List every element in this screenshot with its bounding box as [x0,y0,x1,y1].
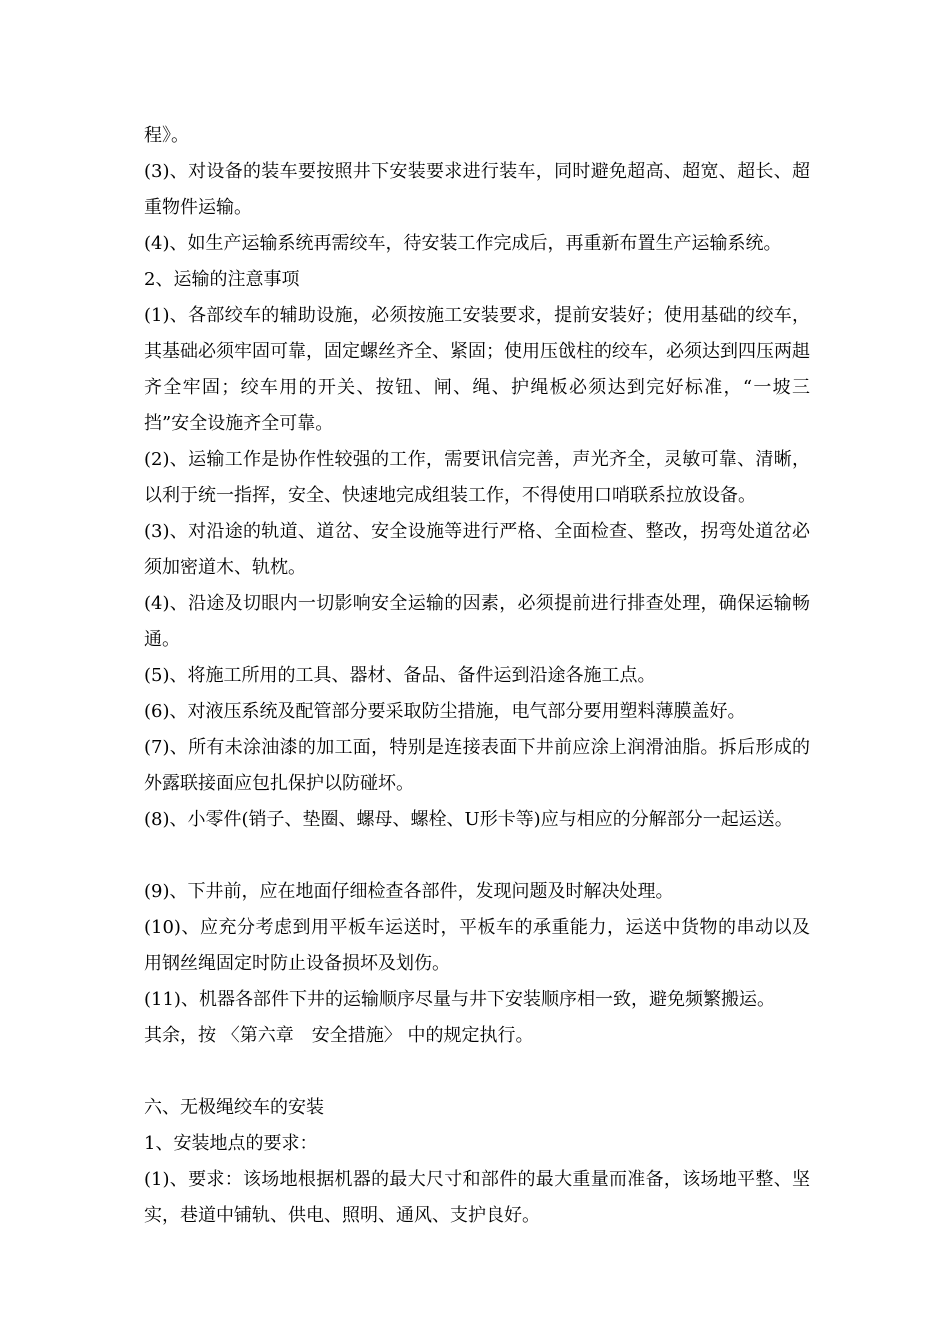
paragraph: (9)、下井前，应在地面仔细检查各部件，发现问题及时解决处理。 [144,881,674,902]
paragraph: (1)、各部绞车的辅助设施，必须按施工安装要求，提前安装好；使用基础的绞车，其基础必须牢固可靠，固定螺丝齐全、紧固；使用压戗柱的绞车，必须达到四压两趄齐全牢固；绞车用的开关、按钮、闸、绳、护绳板必须达到完好标准，“一坡三挡”安全设施齐全可靠。 [144,305,810,434]
paragraph: (3)、对沿途的轨道、道岔、安全设施等进行严格、全面检查、整改，拐弯处道岔必须加密道木、轨枕。 [144,521,810,578]
chapter-heading: 六、无极绳绞车的安装 [144,1097,324,1118]
paragraph: (2)、运输工作是协作性较强的工作，需要讯信完善，声光齐全，灵敏可靠、清晰，以利于统一指挥，安全、快速地完成组装工作，不得使用口哨联系拉放设备。 [144,449,810,506]
paragraph: (1)、要求：该场地根据机器的最大尺寸和部件的最大重量而准备，该场地平整、坚实，巷道中铺轨、供电、照明、通风、支护良好。 [144,1169,810,1226]
blank-line [144,1054,810,1090]
paragraph: (7)、所有未涂油漆的加工面，特别是连接表面下井前应涂上润滑油脂。拆后形成的外露联接面应包扎保护以防碰坏。 [144,737,810,794]
section-heading: 2、运输的注意事项 [144,269,300,290]
paragraph: (4)、如生产运输系统再需绞车，待安装工作完成后，再重新布置生产运输系统。 [144,233,782,254]
section-heading: 1、安装地点的要求： [144,1133,318,1154]
document-page [144,118,810,1234]
paragraph: (5)、将施工所用的工具、器材、备品、备件运到沿途各施工点。 [144,665,656,686]
paragraph: (3)、对设备的装车要按照井下安装要求进行装车，同时避免超高、超宽、超长、超重物件运输。 [144,161,810,218]
paragraph: (10)、应充分考虑到用平板车运送时，平板车的承重能力，运送中货物的串动以及用钢丝绳固定时防止设备损坏及划伤。 [144,917,810,974]
blank-line [144,838,810,874]
paragraph: (6)、对液压系统及配管部分要采取防尘措施，电气部分要用塑料薄膜盖好。 [144,701,746,722]
paragraph: (4)、沿途及切眼内一切影响安全运输的因素，必须提前进行排查处理，确保运输畅通。 [144,593,810,650]
paragraph: 程》。 [144,125,189,146]
paragraph: 其余，按 〈第六章 安全措施〉 中的规定执行。 [144,1025,534,1046]
paragraph: (11)、机器各部件下井的运输顺序尽量与井下安装顺序相一致，避免频繁搬运。 [144,989,775,1010]
paragraph: (8)、小零件(销子、垫圈、螺母、螺栓、U形卡等)应与相应的分解部分一起运送。 [144,809,793,830]
